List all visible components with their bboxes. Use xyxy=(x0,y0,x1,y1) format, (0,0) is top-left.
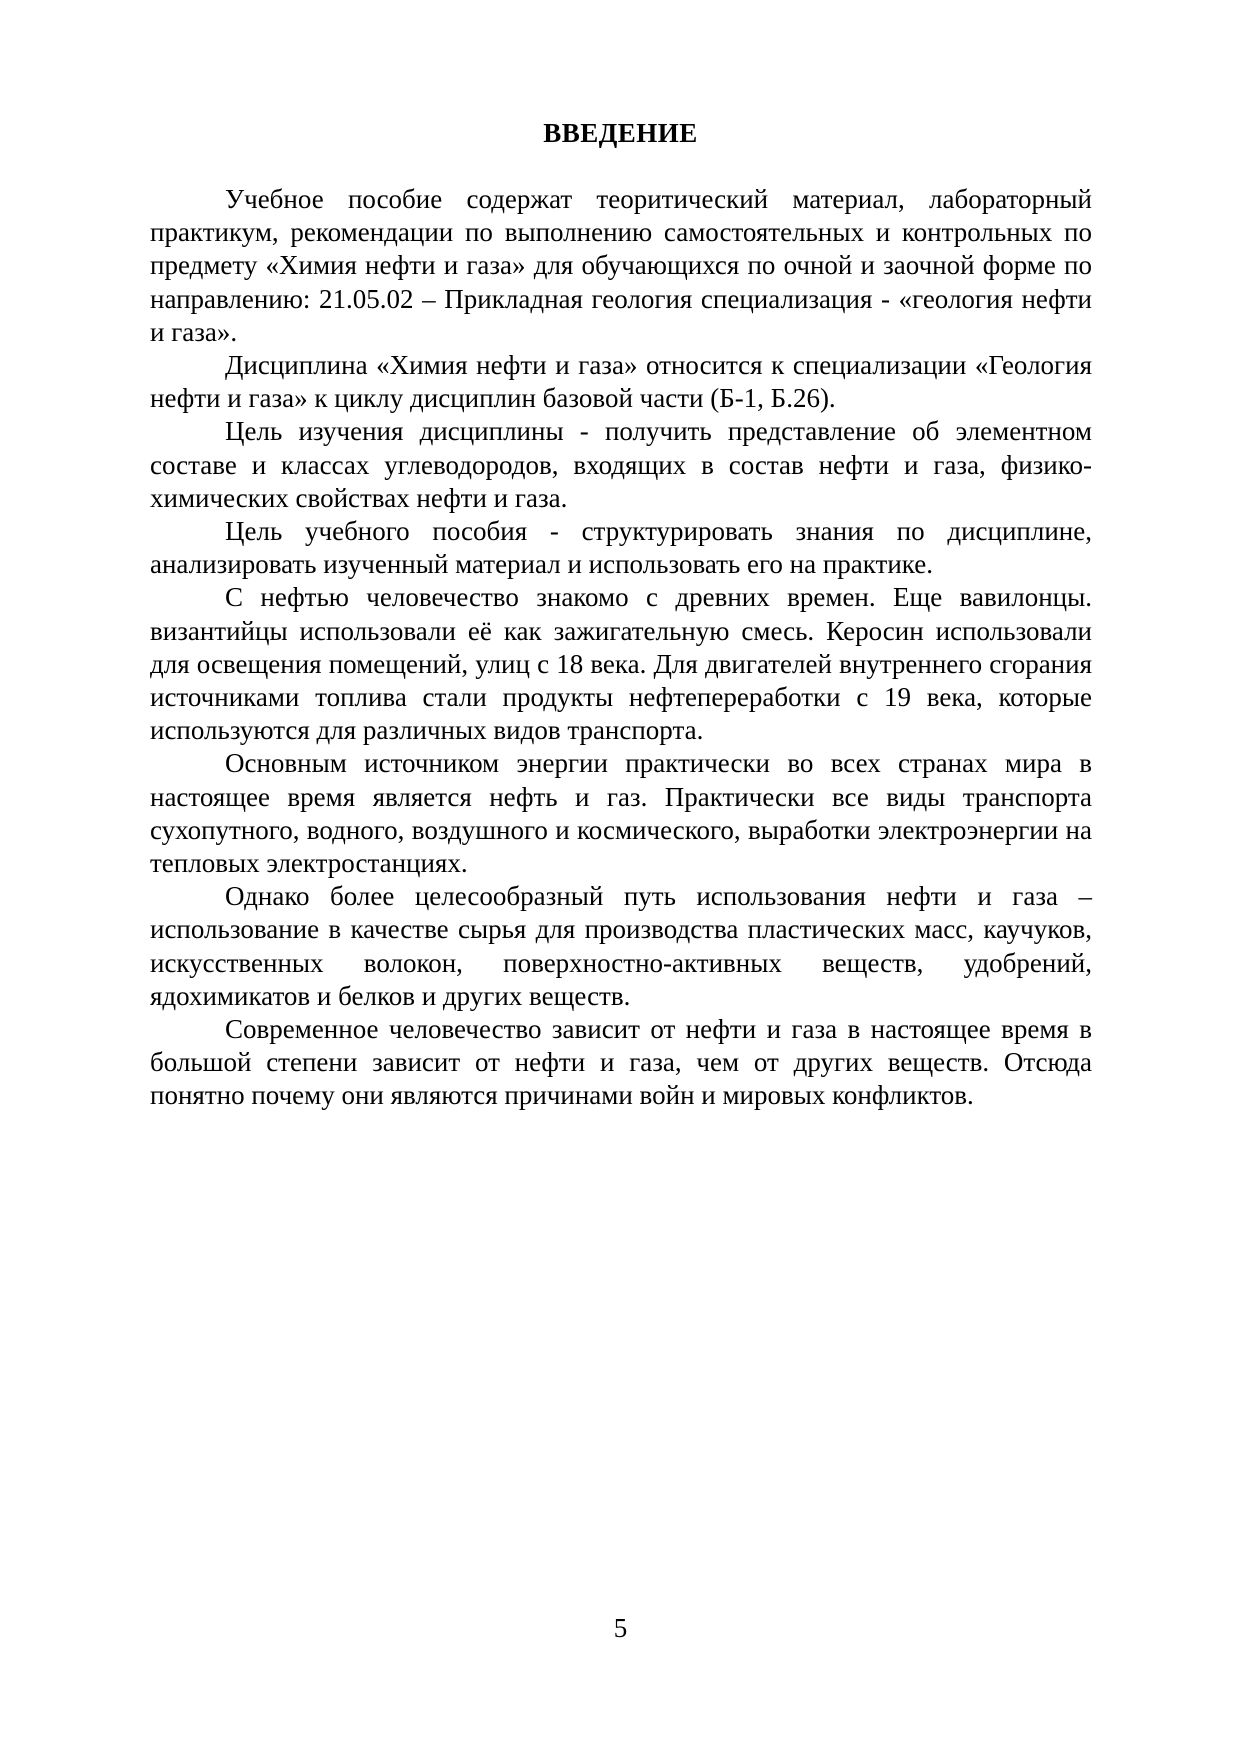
page-heading: ВВЕДЕНИЕ xyxy=(543,118,698,148)
paragraph: Цель изучения дисциплины - получить представление об элементном составе и классах углеводородов, входящих в состав нефти и газа, физико-химических свойствах нефти и газа. xyxy=(150,416,1092,513)
body-text xyxy=(150,183,1092,1113)
paragraph: Современное человечество зависит от нефти и газа в настоящее время в большой степени зависит от нефти и газа, чем от других веществ. Отсюда понятно почему они являются причинами войн и мировых конфликтов. xyxy=(150,1014,1092,1111)
paragraph: Основным источником энергии практически во всех странах мира в настоящее время является нефть и газ. Практически все виды транспорта сухопутного, водного, воздушного и космического, выработки электроэнергии на тепловых электростанциях. xyxy=(150,748,1092,879)
paragraph: Учебное пособие содержат теоритический материал, лабораторный практикум, рекомендации по выполнению самостоятельных и контрольных по предмету «Химия нефти и газа» для обучающихся по очной и заочной форме по направлению: 21.05.02 – Прикладная геология специализация - «геология нефти и газа». xyxy=(150,184,1092,347)
paragraph: С нефтью человечество знакомо с древних времен. Еще вавилонцы. византийцы использовали её как зажигательную смесь. Керосин использовали для освещения помещений, улиц с 18 века. Для двигателей внутреннего сгорания источниками топлива стали продукты нефтепереработки с 19 века, которые используются для различных видов транспорта. xyxy=(150,582,1092,746)
paragraph: Дисциплина «Химия нефти и газа» относится к специализации «Геология нефти и газа» к циклу дисциплин базовой части (Б-1, Б.26). xyxy=(150,350,1092,414)
page-number: 5 xyxy=(613,1613,628,1643)
paragraph: Цель учебного пособия - структурировать знания по дисциплине, анализировать изученный материал и использовать его на практике. xyxy=(150,516,1092,580)
paragraph: Однако более целесообразный путь использования нефти и газа – использование в качестве сырья для производства пластических масс, каучуков, искусственных волокон, поверхностно-активных веществ, удобрений, ядохимикатов и белков и других веществ. xyxy=(150,881,1092,1011)
